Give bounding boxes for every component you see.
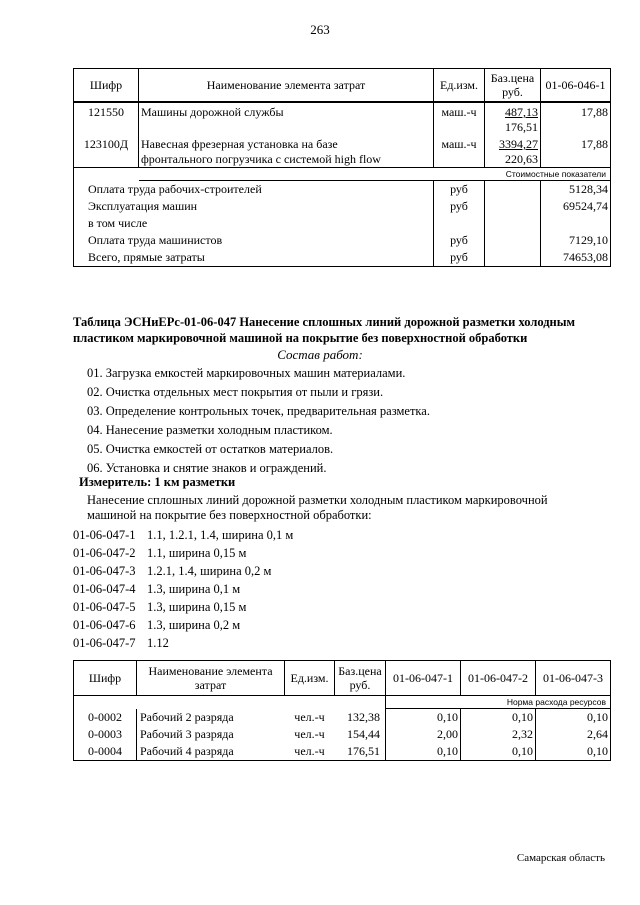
summary-row: Оплата труда рабочих-строителей руб 5128,34 <box>74 181 611 199</box>
region-footer: Самарская область <box>516 852 605 864</box>
code-line: 01-06-047-5 1.3, ширина 0,15 м <box>73 600 247 614</box>
table-row: 0-0003 Рабочий 3 разряда чел.-ч 154,44 2,00 2,32 2,64 <box>74 726 611 743</box>
row-value: 17,88 <box>541 103 611 135</box>
measure-unit: Измеритель: 1 км разметки <box>79 475 236 489</box>
summary-row: в том числе <box>74 215 611 232</box>
work-item: 05. Очистка емкостей от остатков материалов. <box>87 442 334 456</box>
table-header-row <box>74 69 611 103</box>
header-name: Наименование элемента затрат <box>137 661 285 696</box>
work-item: 04. Нанесение разметки холодным пластиком. <box>87 423 333 437</box>
row-value: 17,88 <box>541 135 611 168</box>
code-line: 01-06-047-7 1.12 <box>73 636 169 650</box>
resource-cost-table-046 <box>73 68 611 267</box>
header-code: Шифр <box>74 69 139 103</box>
code-line: 01-06-047-3 1.2.1, 1.4, ширина 0,2 м <box>73 564 272 578</box>
header-code: Шифр <box>74 661 137 696</box>
code-line: 01-06-047-2 1.1, ширина 0,15 м <box>73 546 247 560</box>
work-item: 02. Очистка отдельных мест покрытия от пыли и грязи. <box>87 385 384 399</box>
section-label: Стоимостные показатели <box>139 168 611 181</box>
row-code: 123100Д <box>74 135 139 168</box>
code-line: 01-06-047-4 1.3, ширина 0,1 м <box>73 582 241 596</box>
row-unit: маш.-ч <box>434 135 485 168</box>
row-name: Навесная фрезерная установка на базе <box>141 137 338 151</box>
header-col-047-3: 01-06-047-3 <box>536 661 611 696</box>
row-name: Машины дорожной службы <box>141 105 284 119</box>
row-code: 121550 <box>74 103 139 135</box>
table-row: 0-0002 Рабочий 2 разряда чел.-ч 132,38 0,10 0,10 0,10 <box>74 709 611 727</box>
description: Нанесение сплошных линий дорожной разметки холодным пластиком маркировочной машиной на покрытие без поверхностной обработки: <box>87 493 548 522</box>
summary-row-total: Всего, прямые затраты руб 74653,08 <box>74 249 611 267</box>
table-title: Таблица ЭСНиЕРс-01-06-047 Нанесение сплошных линий дорожной разметки холодным пластиком маркировочной машиной на покрытие без поверхностной обработки <box>73 315 576 345</box>
page-number: 263 <box>310 22 330 37</box>
header-col-047-1: 01-06-047-1 <box>386 661 461 696</box>
work-item: 01. Загрузка емкостей маркировочных машин материалами. <box>87 366 406 380</box>
table-row: 0-0004 Рабочий 4 разряда чел.-ч 176,51 0,10 0,10 0,10 <box>74 743 611 761</box>
row-unit: маш.-ч <box>434 103 485 135</box>
work-item: 06. Установка и снятие знаков и ограждений. <box>87 461 327 475</box>
header-name: Наименование элемента затрат <box>139 69 434 103</box>
row-price: 487,13 176,51 <box>485 103 541 135</box>
row-price: 3394,27 220,63 <box>485 135 541 168</box>
summary-row: Эксплуатация машин руб 69524,74 <box>74 198 611 215</box>
table-row <box>74 103 611 135</box>
work-composition-heading: Состав работ: <box>277 347 363 362</box>
work-item: 03. Определение контрольных точек, предварительная разметка. <box>87 404 430 418</box>
header-unit: Ед.изм. <box>434 69 485 103</box>
code-line: 01-06-047-1 1.1, 1.2.1, 1.4, ширина 0,1 м <box>73 528 294 542</box>
header-col-047-2: 01-06-047-2 <box>461 661 536 696</box>
code-line: 01-06-047-6 1.3, ширина 0,2 м <box>73 618 241 632</box>
table-header-row <box>74 661 611 696</box>
header-col-046-1: 01-06-046-1 <box>541 69 611 103</box>
summary-row: Оплата труда машинистов руб 7129,10 <box>74 232 611 249</box>
resource-norm-table-047 <box>73 660 611 761</box>
header-price: Баз.цена руб. <box>485 69 541 103</box>
header-unit: Ед.изм. <box>285 661 335 696</box>
table-row: 123100Д Навесная фрезерная установка на базе фронтального погрузчика с системой high flow маш.-ч 3394,27 220,63 17,88 <box>74 135 611 168</box>
header-price: Баз.цена руб. <box>335 661 386 696</box>
section-label: Норма расхода ресурсов <box>386 696 611 709</box>
